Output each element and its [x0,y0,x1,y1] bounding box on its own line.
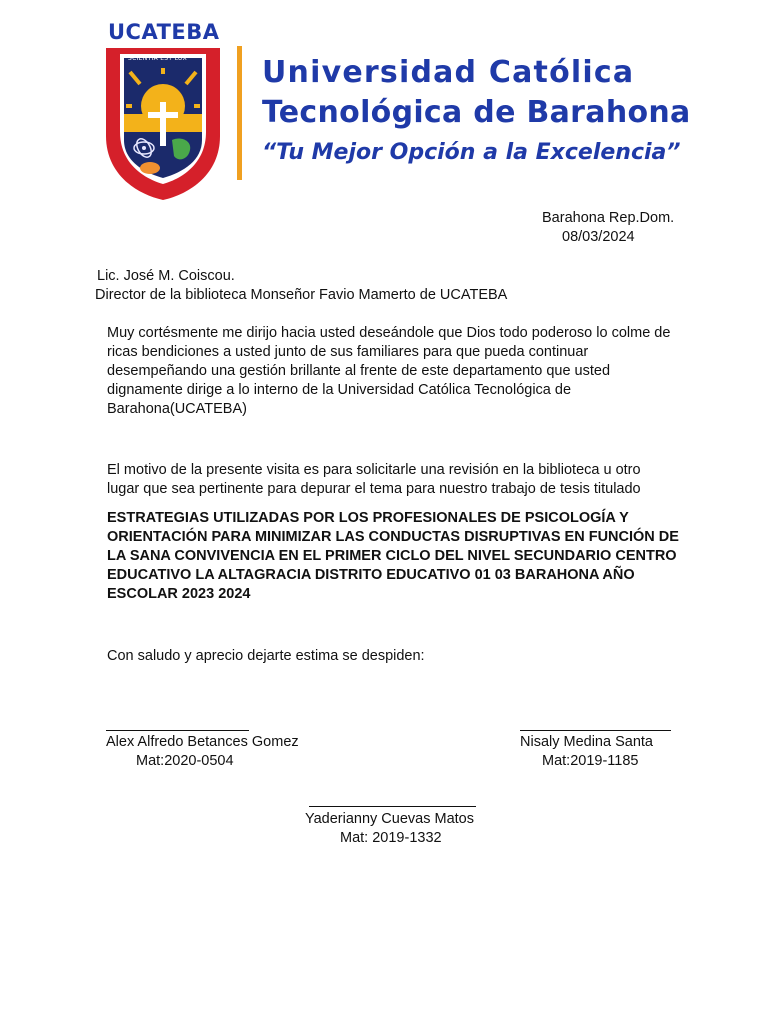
signatory-2-name: Nisaly Medina Santa [520,734,653,750]
signatory-3-name: Yaderianny Cuevas Matos [305,811,474,827]
recipient-name: Lic. José M. Coiscou. [97,268,235,284]
place: Barahona Rep.Dom. [542,210,675,226]
crest-acronym: UCATEBA [108,20,220,44]
university-crest-logo [100,44,226,202]
signature-line-2 [520,730,671,731]
signature-line-3 [309,806,476,807]
signature-line-1 [106,730,249,731]
thesis-title: ESTRATEGIAS UTILIZADAS POR LOS PROFESIONALES DE PSICOLOGÍA Y ORIENTACIÓN PARA MINIMIZAR LAS CONDUCTAS DISRUPTIVAS EN FUNCIÓN DE LA SANA CONVIVENCIA EN EL PRIMER CICLO DEL NIVEL SECUNDARIO CENTRO EDUCATIVO LA ALTAGRACIA DISTRITO EDUCATIVO 01 03 BARAHONA AÑO ESCOLAR 2023 2024 [107,510,679,602]
university-name-line1: Universidad Católica [262,55,635,90]
body-paragraph-2: El motivo de la presente visita es para solicitarle una revisión en la biblioteca u otro lugar que sea pertinente para depurar el tema para nuestro trabajo de tesis titulado [107,462,641,497]
crest-motto: SCIENTIA EST LUX [128,55,188,62]
body-paragraph-1: Muy cortésmente me dirijo hacia usted deseándole que Dios todo poderoso lo colme de ricas bendiciones a usted junto de sus familiares para que pueda continuar desempeñando una gestión brillante al frente de este departamento que usted dignamente dirige a lo interno de la Universidad Católica Tecnológica de Barahona(UCATEBA) [107,325,671,417]
signatory-3-mat: Mat: 2019-1332 [340,830,442,846]
university-name-line2: Tecnológica de Barahona [262,95,691,130]
signatory-2-mat: Mat:2019-1185 [542,753,639,769]
signatory-1-name: Alex Alfredo Betances Gomez [106,734,299,750]
recipient-title: Director de la biblioteca Monseñor Favio Mamerto de UCATEBA [95,287,508,303]
header-divider [237,46,242,180]
university-slogan: “Tu Mejor Opción a la Excelencia” [262,140,681,165]
signatory-1-mat: Mat:2020-0504 [136,753,234,769]
closing-line: Con saludo y aprecio dejarte estima se despiden: [107,648,425,664]
date: 08/03/2024 [562,229,635,245]
